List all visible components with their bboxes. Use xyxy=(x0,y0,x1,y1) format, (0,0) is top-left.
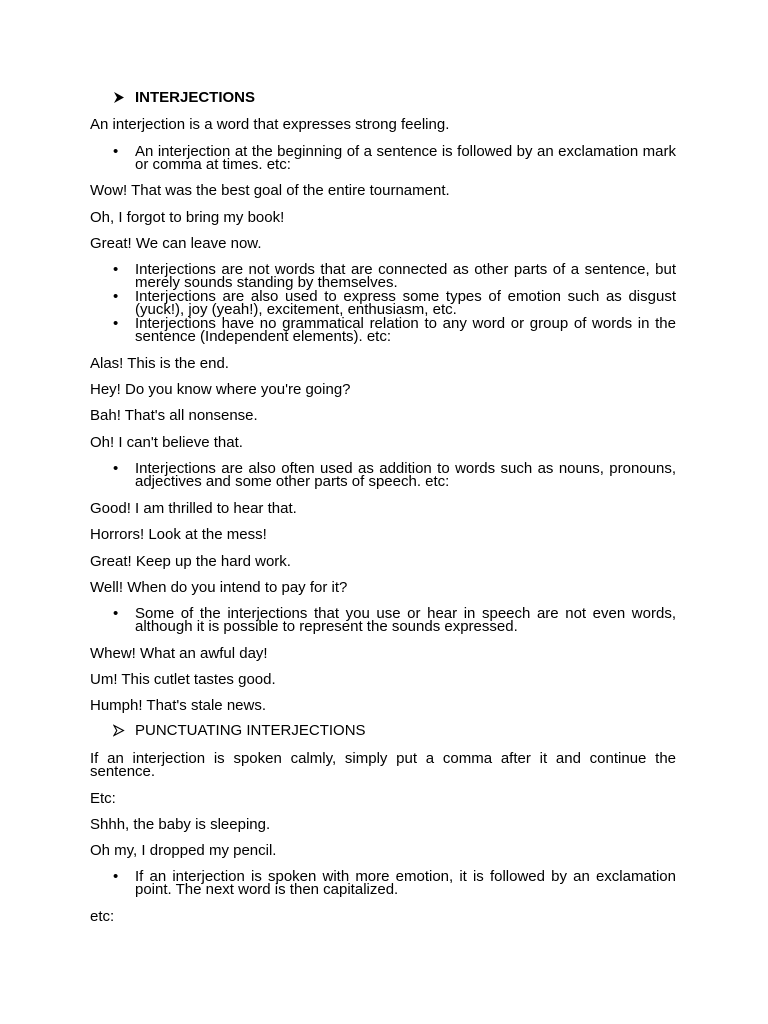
bullet-text: If an interjection is spoken with more emotion, it is followed by an exclamation point. The next word is then capitalized. xyxy=(135,868,676,898)
example-sentence: Whew! What an awful day! xyxy=(90,645,268,662)
bullet-icon: • xyxy=(113,315,119,332)
bullet-text: Interjections are not words that are connected as other parts of a sentence, but merely sounds standing by themselves. xyxy=(135,261,676,291)
example-sentence: Well! When do you intend to pay for it? xyxy=(90,579,348,596)
heading-text: PUNCTUATING INTERJECTIONS xyxy=(135,722,366,739)
arrow-right-outline-icon xyxy=(113,724,135,737)
example-sentence: Oh, I forgot to bring my book! xyxy=(90,209,285,226)
example-sentence: Alas! This is the end. xyxy=(90,355,229,372)
example-sentence: Great! Keep up the hard work. xyxy=(90,553,291,570)
example-sentence: Bah! That's all nonsense. xyxy=(90,407,258,424)
bullet-text: Some of the interjections that you use or hear in speech are not even words, although it is possible to represent the sounds expressed. xyxy=(135,605,676,635)
intro-paragraph: An interjection is a word that expresses strong feeling. xyxy=(90,116,450,133)
example-sentence: Humph! That's stale news. xyxy=(90,697,267,714)
arrow-right-icon xyxy=(113,91,135,104)
example-sentence: Oh! I can't believe that. xyxy=(90,434,243,451)
bullet-text: Interjections have no grammatical relation to any word or group of words in the sentence (Independent elements). etc: xyxy=(135,315,676,345)
bullet-text: An interjection at the beginning of a sentence is followed by an exclamation mark or comma at times. etc: xyxy=(135,143,676,173)
bullet-icon: • xyxy=(113,868,119,885)
example-sentence: Shhh, the baby is sleeping. xyxy=(90,816,271,833)
section-heading-interjections xyxy=(113,91,255,104)
bullet-icon: • xyxy=(113,261,119,278)
section-heading-punctuating xyxy=(113,724,366,737)
etc-label: etc: xyxy=(90,908,115,925)
bullet-icon: • xyxy=(113,605,119,622)
heading-text: INTERJECTIONS xyxy=(135,89,256,106)
bullet-icon: • xyxy=(113,143,119,160)
example-sentence: Oh my, I dropped my pencil. xyxy=(90,842,277,859)
example-sentence: Great! We can leave now. xyxy=(90,235,262,252)
bullet-text: Interjections are also often used as addition to words such as nouns, pronouns, adjectives and some other parts of speech. etc: xyxy=(135,460,676,490)
example-sentence: Horrors! Look at the mess! xyxy=(90,526,267,543)
paragraph-text: If an interjection is spoken calmly, simply put a comma after it and continue the sentence. xyxy=(90,750,676,780)
example-sentence: Hey! Do you know where you're going? xyxy=(90,381,351,398)
bullet-icon: • xyxy=(113,460,119,477)
example-sentence: Wow! That was the best goal of the entire tournament. xyxy=(90,182,450,199)
example-sentence: Um! This cutlet tastes good. xyxy=(90,671,276,688)
bullet-icon: • xyxy=(113,288,119,305)
bullet-text: Interjections are also used to express some types of emotion such as disgust (yuck!), joy (yeah!), excitement, enthusiasm, etc. xyxy=(135,288,676,318)
etc-label: Etc: xyxy=(90,790,116,807)
example-sentence: Good! I am thrilled to hear that. xyxy=(90,500,297,517)
